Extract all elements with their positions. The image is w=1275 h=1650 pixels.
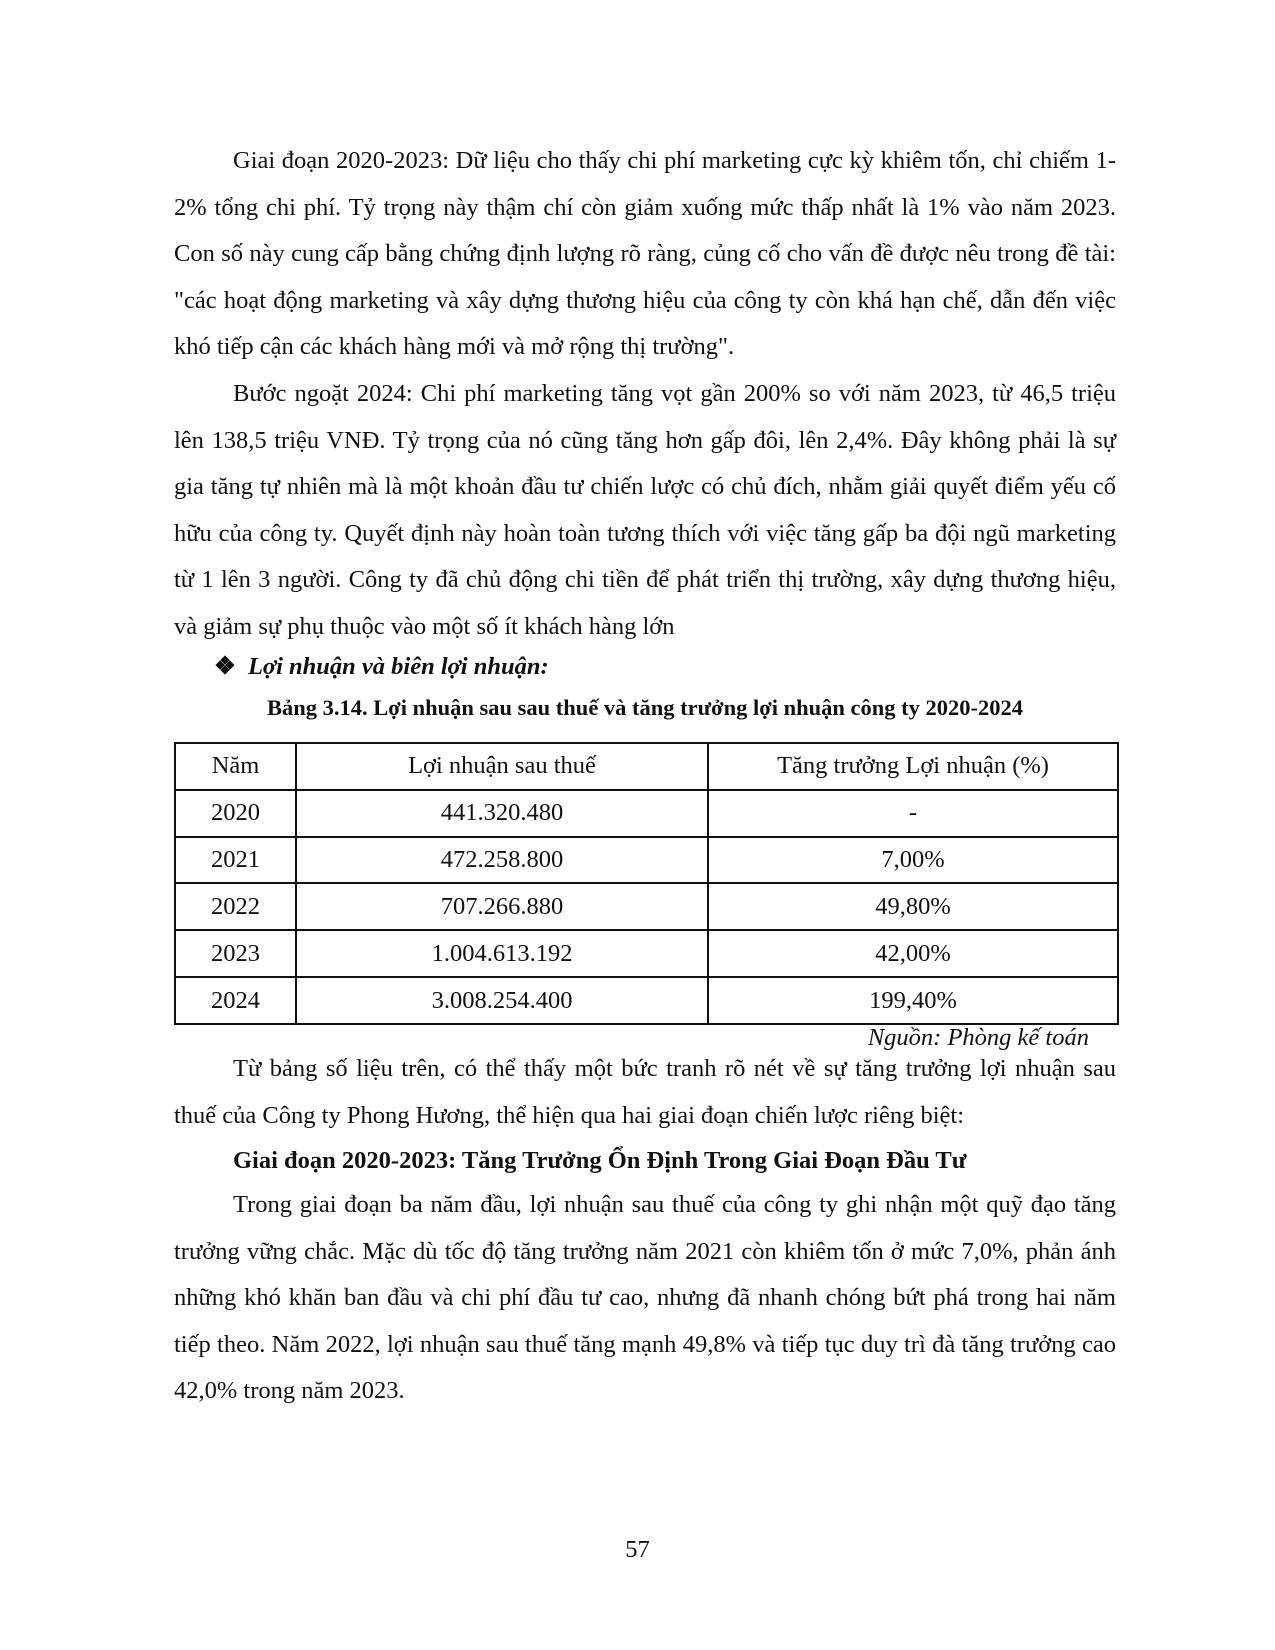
profit-table <box>174 742 1119 1025</box>
cell-growth: - <box>708 790 1118 837</box>
section-heading <box>214 647 549 687</box>
cell-growth: 49,80% <box>708 883 1118 930</box>
cell-growth: 199,40% <box>708 977 1118 1024</box>
table-row <box>175 930 1118 977</box>
cell-profit: 1.004.613.192 <box>296 930 708 977</box>
cell-growth: 42,00% <box>708 930 1118 977</box>
table-header-row <box>175 743 1118 790</box>
cell-profit: 707.266.880 <box>296 883 708 930</box>
page-number: 57 <box>625 1536 650 1563</box>
diamond-bullet-icon: ❖ <box>214 653 236 680</box>
paragraph-turning-point-2024: Bước ngoặt 2024: Chi phí marketing tăng vọt gần 200% so với năm 2023, từ 46,5 triệu lên 138,5 triệu VNĐ. Tỷ trọng của nó cũng tăng hơn gấp đôi, lên 2,4%. Đây không phải là sự gia tăng tự nhiên mà là một khoản đầu tư chiến lược có chủ đích, nhằm giải quyết điểm yếu cố hữu của công ty. Quyết định này hoàn toàn tương thích với việc tăng gấp ba đội ngũ marketing từ 1 lên 3 người. Công ty đã chủ động chi tiền để phát triển thị trường, xây dựng thương hiệu, và giảm sự phụ thuộc vào một số ít khách hàng lớn <box>174 380 1116 640</box>
table-source: Nguồn: Phòng kế toán <box>867 1024 1089 1051</box>
header-year: Năm <box>175 743 296 790</box>
paragraph-profit-overview: Từ bảng số liệu trên, có thể thấy một bức tranh rõ nét về sự tăng trưởng lợi nhuận sau thuế của Công ty Phong Hương, thể hiện qua hai giai đoạn chiến lược riêng biệt: <box>174 1055 1116 1129</box>
cell-year: 2021 <box>175 837 296 884</box>
cell-profit: 3.008.254.400 <box>296 977 708 1024</box>
table-row <box>175 977 1118 1024</box>
table-row <box>175 790 1118 837</box>
cell-year: 2024 <box>175 977 296 1024</box>
section-heading-text: Lợi nhuận và biên lợi nhuận: <box>247 653 549 680</box>
cell-year: 2022 <box>175 883 296 930</box>
paragraph-profit-2020-2023: Trong giai đoạn ba năm đầu, lợi nhuận sau thuế của công ty ghi nhận một quỹ đạo tăng trưởng vững chắc. Mặc dù tốc độ tăng trưởng năm 2021 còn khiêm tốn ở mức 7,0%, phản ánh những khó khăn ban đầu và chi phí đầu tư cao, nhưng đã nhanh chóng bứt phá trong hai năm tiếp theo. Năm 2022, lợi nhuận sau thuế tăng mạnh 49,8% và tiếp tục duy trì đà tăng trưởng cao 42,0% trong năm 2023. <box>174 1191 1116 1404</box>
paragraph-marketing-2020-2023: Giai đoạn 2020-2023: Dữ liệu cho thấy chi phí marketing cực kỳ khiêm tốn, chỉ chiếm 1-2% tổng chi phí. Tỷ trọng này thậm chí còn giảm xuống mức thấp nhất là 1% vào năm 2023. Con số này cung cấp bằng chứng định lượng rõ ràng, củng cố cho vấn đề được nêu trong đề tài: "các hoạt động marketing và xây dựng thương hiệu của công ty còn khá hạn chế, dẫn đến việc khó tiếp cận các khách hàng mới và mở rộng thị trường". <box>174 147 1116 360</box>
table-row <box>175 883 1118 930</box>
table-row <box>175 837 1118 884</box>
header-profit-growth: Tăng trưởng Lợi nhuận (%) <box>708 743 1118 790</box>
cell-year: 2023 <box>175 930 296 977</box>
table-caption: Bảng 3.14. Lợi nhuận sau sau thuế và tăng trưởng lợi nhuận công ty 2020-2024 <box>266 695 1024 720</box>
cell-profit: 472.258.800 <box>296 837 708 884</box>
cell-growth: 7,00% <box>708 837 1118 884</box>
header-profit-after-tax: Lợi nhuận sau thuế <box>296 743 708 790</box>
cell-year: 2020 <box>175 790 296 837</box>
cell-profit: 441.320.480 <box>296 790 708 837</box>
subsection-heading: Giai đoạn 2020-2023: Tăng Trưởng Ổn Định Trong Giai Đoạn Đầu Tư <box>233 1147 967 1174</box>
